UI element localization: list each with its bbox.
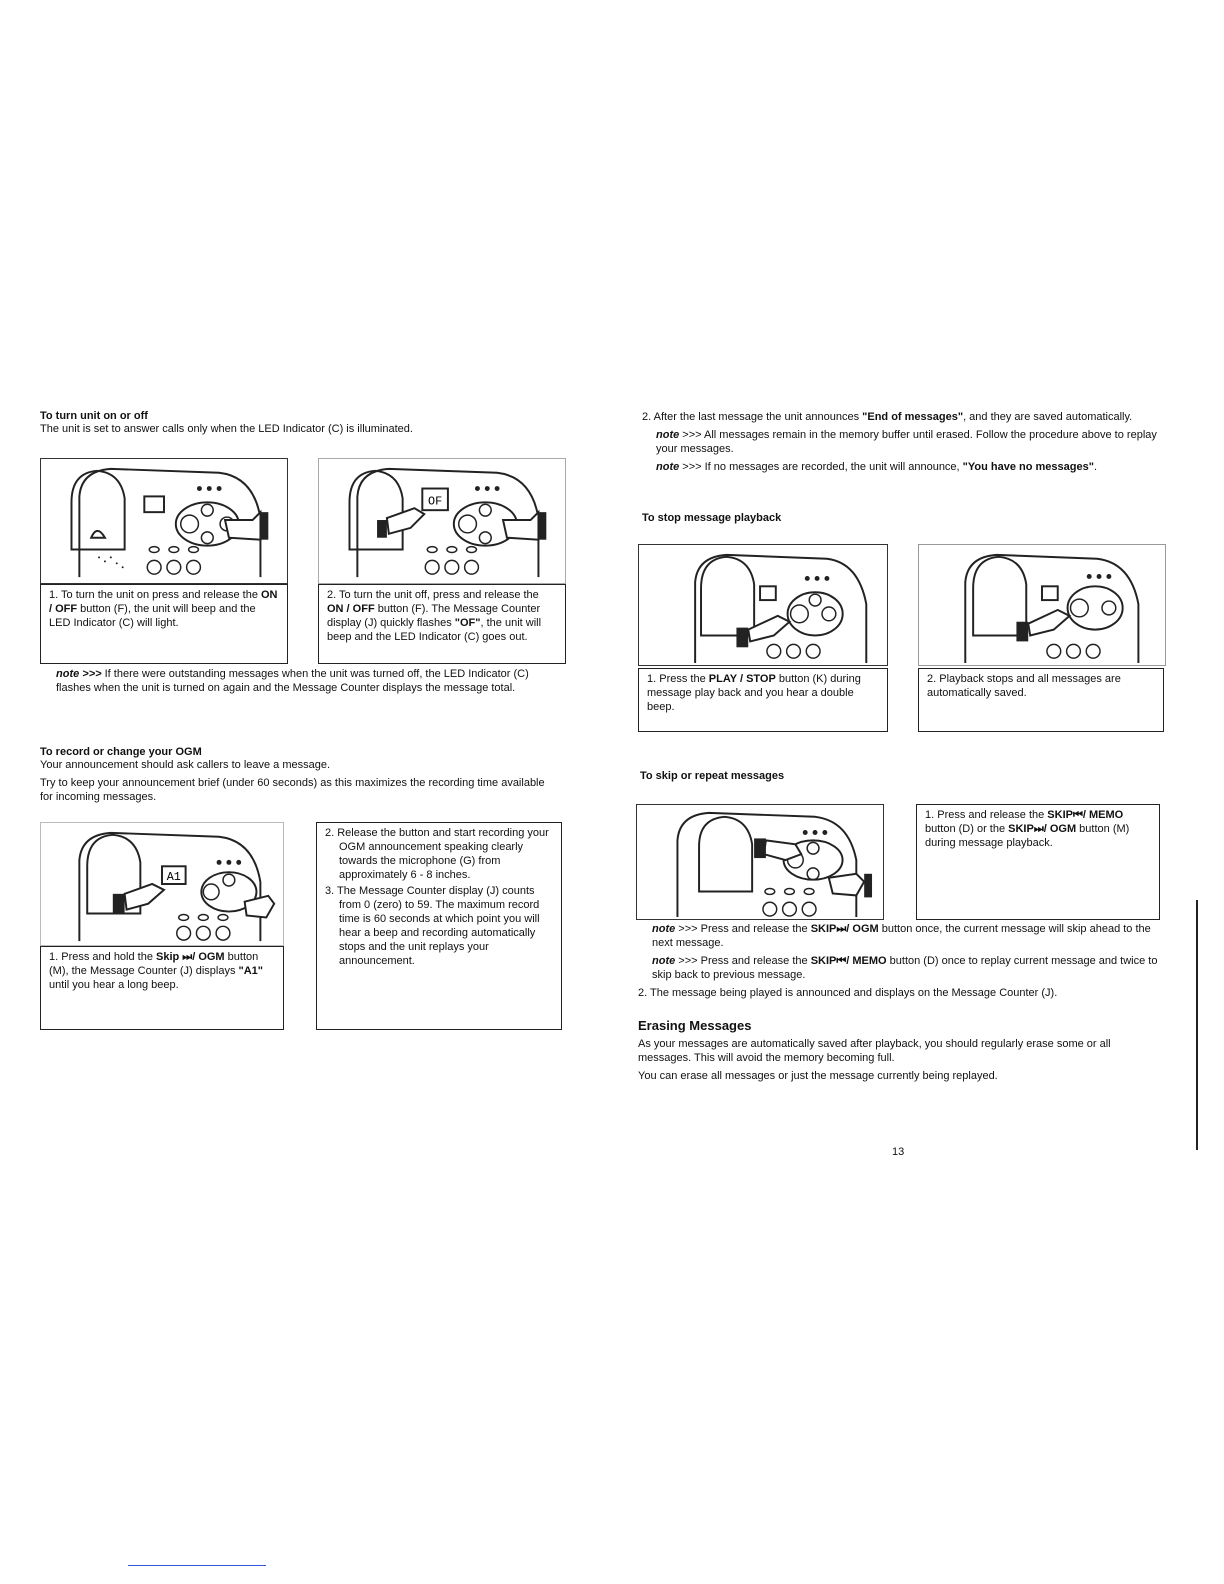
- note-memory-buffer: [642, 428, 1162, 456]
- step-bold: Skip ⏭/ OGM: [156, 951, 225, 963]
- section-heading: To record or change your OGM: [40, 746, 202, 758]
- note-bold: SKIP⏮/ MEMO: [810, 955, 887, 967]
- page-number: 13: [892, 1146, 905, 1158]
- step-text: button (F). The Message Counter display (J) quickly flashes: [327, 603, 541, 629]
- step-text: 1. Press the: [647, 673, 709, 685]
- step-text: button (M) during message playback.: [925, 823, 1130, 849]
- note-no-messages: [642, 460, 1162, 474]
- section-heading: To turn unit on or off: [40, 410, 148, 422]
- note-skip-back: [638, 954, 1162, 982]
- step-text: button (M), the Message Counter (J) displays: [49, 951, 259, 977]
- step-turn-on: [40, 584, 288, 664]
- scan-underline: [128, 1565, 266, 1566]
- step-playback-stops: [918, 668, 1164, 732]
- step-turn-off: [318, 584, 566, 664]
- note-text: If there were outstanding messages when the unit was turned off, the LED Indicator (C) flashes when the unit is turned on again and the Message Counter displays the message total.: [56, 668, 529, 694]
- step-text: 2. To turn the unit off, press and release the: [327, 589, 539, 601]
- step-text: 2. After the last message the unit announces: [642, 411, 863, 423]
- section-turn-on-off: [40, 410, 560, 436]
- section-heading-stop-playback: To stop message playback: [642, 512, 782, 524]
- step-text: 2. Playback stops and all messages are automatically saved.: [927, 673, 1121, 699]
- step-bold: SKIP⏭/ OGM: [1008, 823, 1077, 835]
- note-tag: note: [656, 461, 680, 473]
- illustration-stop-playback-1: [638, 544, 888, 666]
- step-bold: SKIP⏮/ MEMO: [1047, 809, 1124, 821]
- section-intro: Try to keep your announcement brief (under 60 seconds) as this maximizes the recording time available for incoming messages.: [40, 777, 545, 803]
- step-text: until you hear a long beep.: [49, 979, 179, 991]
- illustration-skip-repeat: [636, 804, 884, 920]
- note-bold: "You have no messages": [962, 461, 1094, 473]
- section-heading: Erasing Messages: [638, 1018, 752, 1033]
- section-heading-skip-repeat: To skip or repeat messages: [640, 770, 785, 782]
- erasing-paragraph: You can erase all messages or just the message currently being replayed.: [638, 1070, 998, 1082]
- step-message-announced: 2. The message being played is announced and displays on the Message Counter (J).: [638, 987, 1058, 999]
- note-skip-ahead: [638, 922, 1162, 950]
- steps-release-and-count: [316, 822, 562, 1030]
- note-bold: SKIP⏭/ OGM: [810, 923, 879, 935]
- step-press-play-stop: [638, 668, 888, 732]
- note-text: >>> Press and release the: [678, 955, 811, 967]
- note-text: >>> If no messages are recorded, the unit will announce,: [682, 461, 963, 473]
- step-end-of-messages: [642, 410, 1162, 424]
- note-tag: note >>>: [56, 668, 102, 680]
- step-bold: PLAY / STOP: [708, 673, 776, 685]
- note-text: >>> All messages remain in the memory buffer until erased. Follow the procedure above to replay your messages.: [656, 429, 1157, 455]
- note-text: .: [1093, 461, 1098, 473]
- note-tag: note: [652, 955, 676, 967]
- illustration-stop-playback-2: [918, 544, 1166, 666]
- note-outstanding-messages: [56, 667, 556, 695]
- step-bold: ON / OFF: [49, 589, 278, 615]
- section-after-last: [642, 410, 1162, 474]
- skip-notes: [638, 922, 1162, 1000]
- step-text: button (F), the unit will beep and the LED Indicator (C) will light.: [49, 603, 256, 629]
- step-text: button (D) or the: [925, 823, 1009, 835]
- step-bold: "A1": [238, 965, 264, 977]
- step-text: 1. Press and release the: [925, 809, 1048, 821]
- step-text: 1. To turn the unit on press and release the: [49, 589, 261, 601]
- step-bold: "End of messages": [862, 411, 964, 423]
- illustration-unit-on: [40, 458, 288, 584]
- step-counter: 3. The Message Counter display (J) counts from 0 (zero) to 59. The maximum record time is 60 seconds at which point you will hear a beep and recording automatically stops and the unit replays your announcement.: [325, 885, 540, 967]
- illustration-record-ogm: [40, 822, 284, 946]
- step-bold: "OF": [454, 617, 481, 629]
- step-bold: ON / OFF: [327, 603, 375, 615]
- step-text: button (K) during message play back and you hear a double beep.: [647, 673, 861, 713]
- step-press-skip: [916, 804, 1160, 920]
- display-a1-text: A1: [166, 870, 181, 885]
- scan-edge-line: [1196, 900, 1198, 1150]
- note-tag: note: [656, 429, 680, 441]
- note-tag: note: [652, 923, 676, 935]
- note-text: button once, the current message will skip ahead to the next message.: [652, 923, 1151, 949]
- section-intro: The unit is set to answer calls only when the LED Indicator (C) is illuminated.: [40, 423, 413, 435]
- step-text: 1. Press and hold the: [49, 951, 157, 963]
- note-text: >>> Press and release the: [678, 923, 811, 935]
- step-text: , and they are saved automatically.: [963, 411, 1133, 423]
- step-release: 2. Release the button and start recording your OGM announcement speaking clearly towards the microphone (G) from approximately 6 - 8 inches.: [325, 827, 549, 881]
- step-press-hold-skip-ogm: [40, 946, 284, 1030]
- note-text: button (D) once to replay current message and twice to skip back to previous message.: [652, 955, 1158, 981]
- section-intro: Your announcement should ask callers to leave a message.: [40, 759, 331, 771]
- display-off-text: OF: [428, 494, 443, 509]
- step-text: , the unit will beep and the LED Indicator (C) goes out.: [327, 617, 542, 643]
- section-record-ogm: [40, 746, 560, 804]
- section-erasing: [638, 1018, 1162, 1083]
- erasing-paragraph: As your messages are automatically saved after playback, you should regularly erase some or all messages. This will avoid the memory becoming full.: [638, 1038, 1111, 1064]
- illustration-unit-off: [318, 458, 566, 584]
